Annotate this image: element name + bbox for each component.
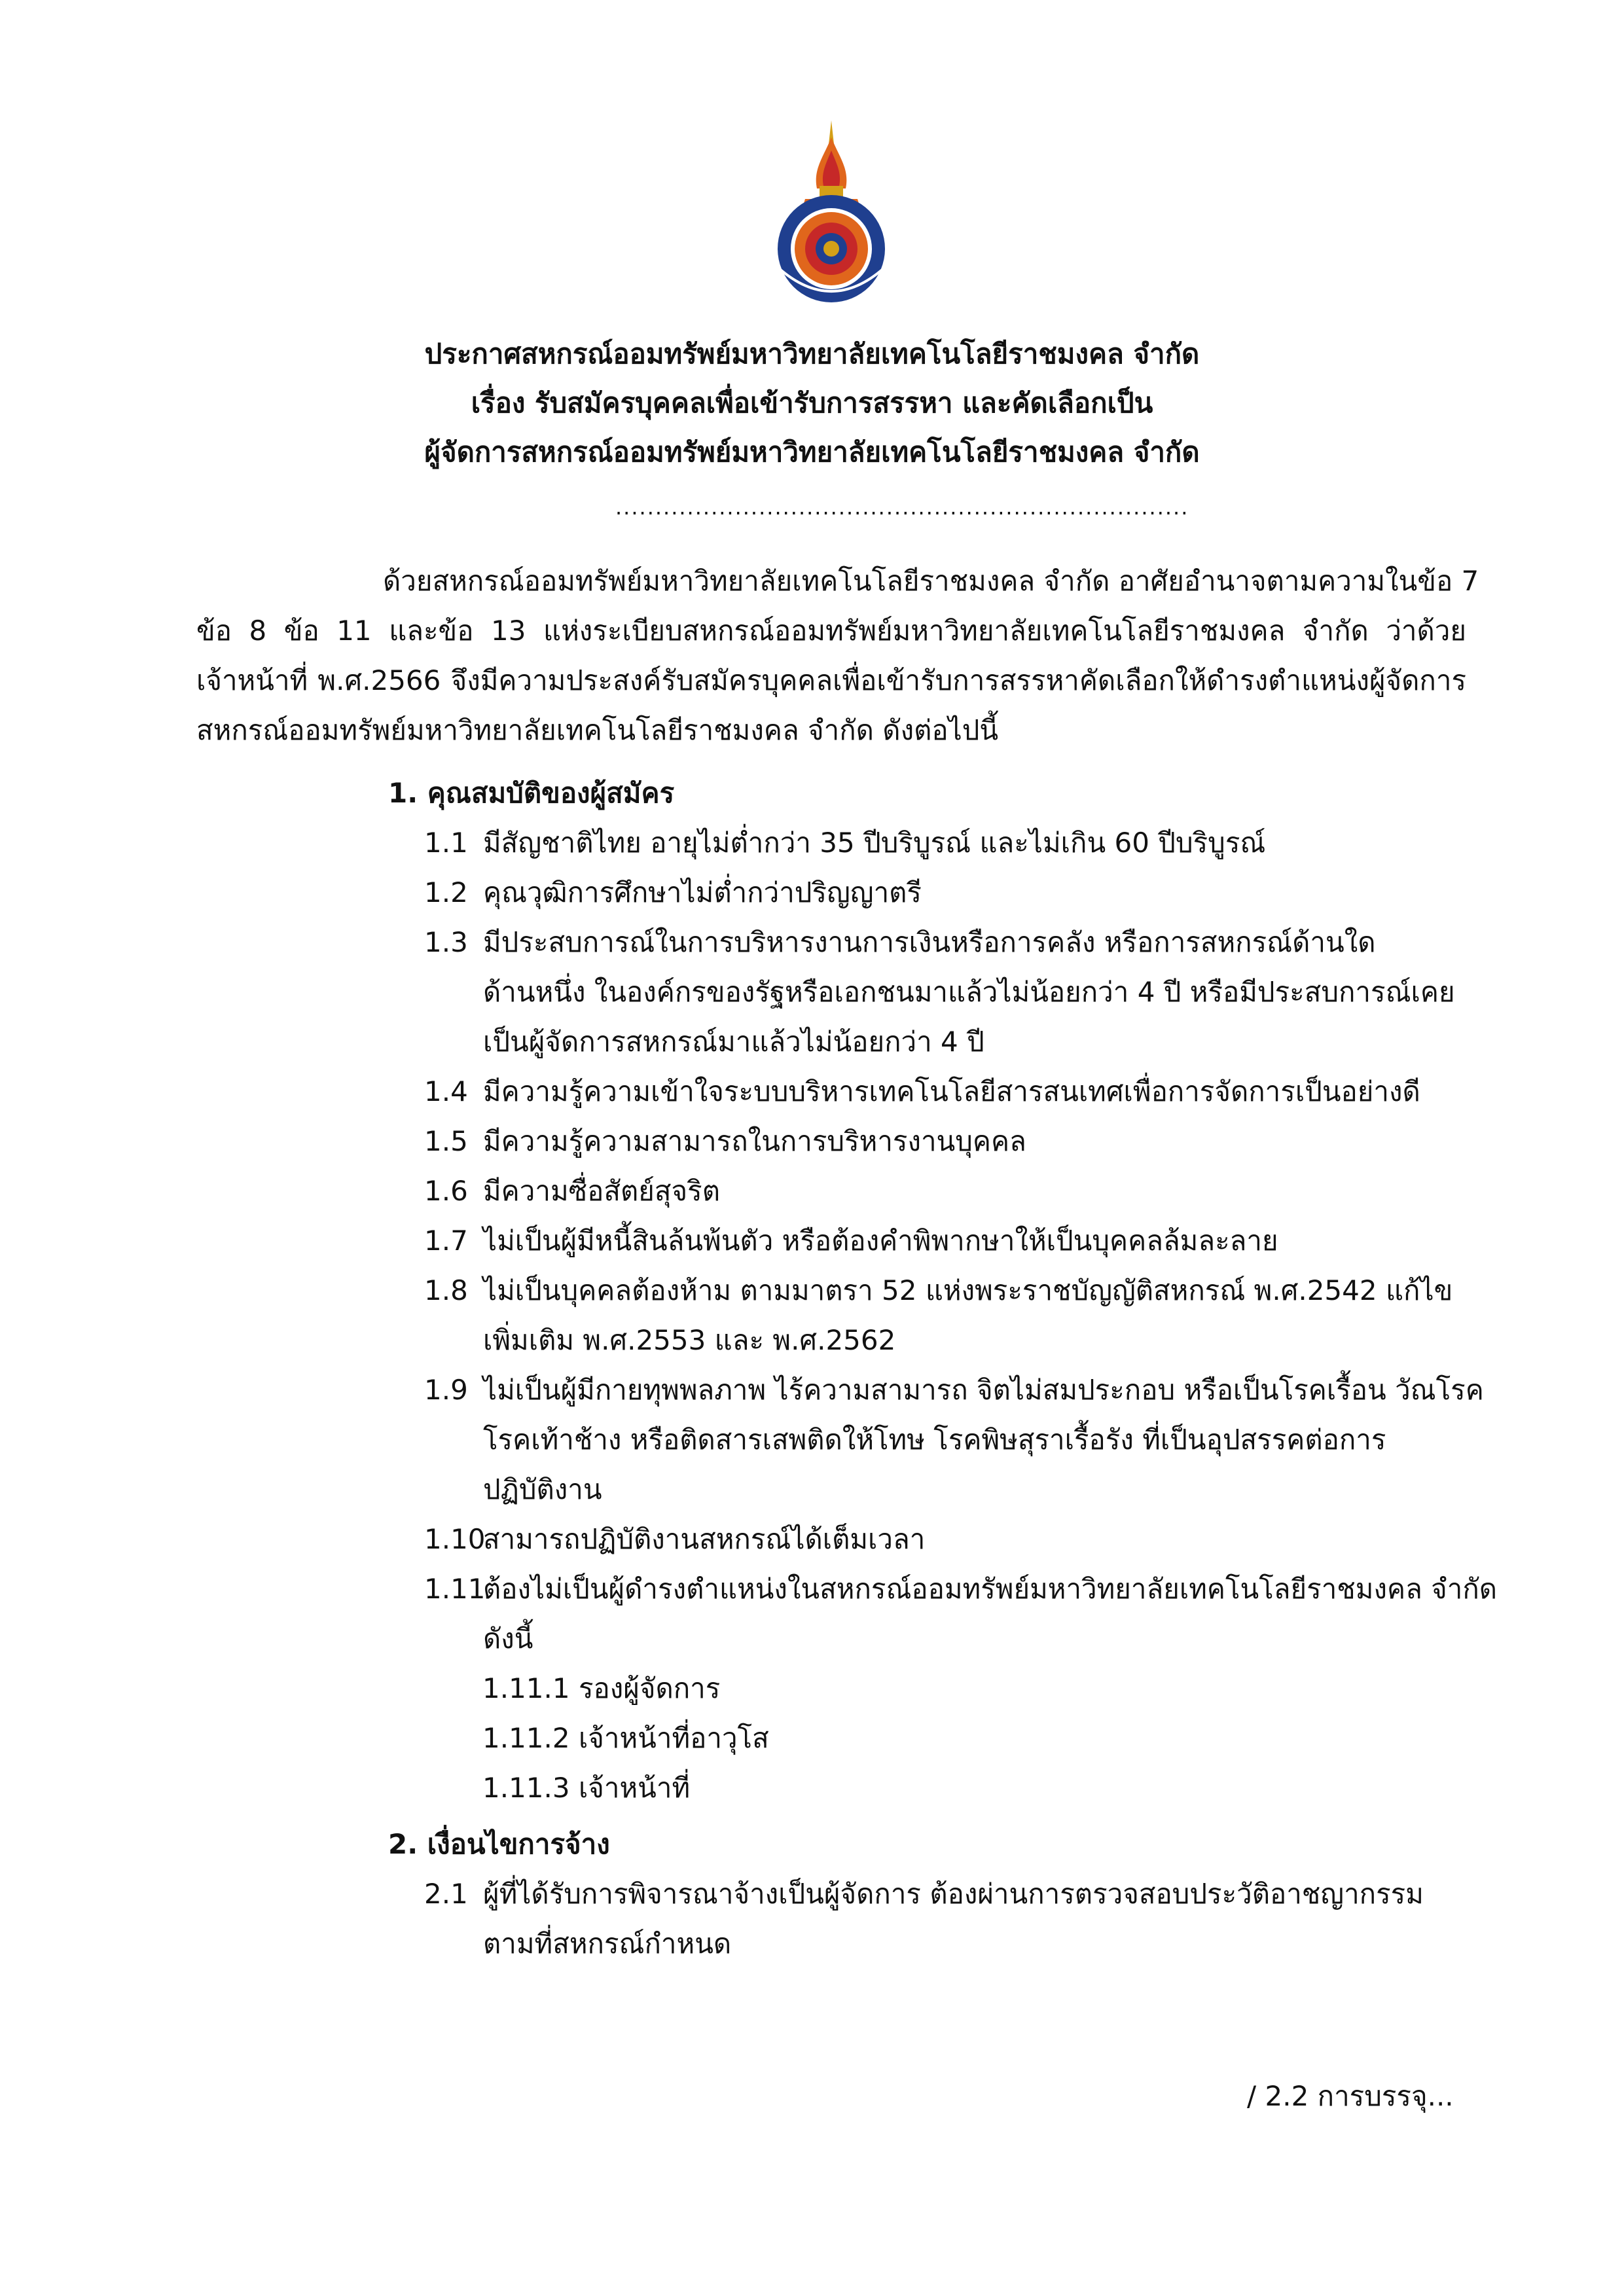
item-text: สามารถปฏิบัติงานสหกรณ์ได้เต็มเวลา: [483, 1523, 926, 1555]
item-text: เพิ่มเติม พ.ศ.2553 และ พ.ศ.2562: [483, 1324, 896, 1356]
item-number: 1.6: [424, 1175, 468, 1207]
item-number: 1.5: [424, 1125, 468, 1157]
list-item: [424, 1117, 1471, 1166]
section-1-heading: 1. คุณสมบัติของผู้สมัคร: [388, 777, 675, 809]
item-text: ตามที่สหกรณ์กำหนด: [483, 1928, 732, 1960]
item-text: โรคเท้าช้าง หรือติดสารเสพติดให้โทษ โรคพิษสุราเรื้อรัง ที่เป็นอุปสรรคต่อการ: [483, 1424, 1386, 1456]
title-line-1: ประกาศสหกรณ์ออมทรัพย์มหาวิทยาลัยเทคโนโลยีราชมงคล จำกัด: [424, 338, 1200, 370]
intro-line: เจ้าหน้าที่ พ.ศ.2566 จึงมีความประสงค์รับสมัครบุคคลเพื่อเข้ารับการสรรหาคัดเลือกให้ดำรงตำแหน่งผู้จัดการ: [196, 664, 1466, 696]
item-text: มีความรู้ความสามารถในการบริหารงานบุคคล: [483, 1125, 1026, 1157]
item-number: 1.8: [424, 1274, 468, 1306]
section-2-heading: 2. เงื่อนไขการจ้าง: [388, 1828, 610, 1860]
sub-list-item: 1.11.3 เจ้าหน้าที่: [482, 1772, 691, 1804]
item-text: มีความซื่อสัตย์สุจริต: [483, 1175, 720, 1207]
list-item: [424, 1266, 1471, 1365]
item-number: 1.9: [424, 1374, 468, 1406]
list-item: [424, 1564, 1498, 1664]
list-item: [424, 1067, 1471, 1117]
item-text: ปฏิบัติงาน: [483, 1473, 602, 1505]
item-number: 1.2: [424, 876, 468, 908]
title-separator: ........................................................................: [615, 495, 1189, 520]
item-text: มีประสบการณ์ในการบริหารงานการเงินหรือการคลัง หรือการสหกรณ์ด้านใด: [483, 926, 1376, 958]
item-number: 1.1: [424, 827, 468, 859]
intro-line: สหกรณ์ออมทรัพย์มหาวิทยาลัยเทคโนโลยีราชมงคล จำกัด ดังต่อไปนี้: [196, 714, 999, 746]
list-item: [424, 918, 1471, 1067]
list-item: [424, 1166, 1471, 1216]
sub-list-item: 1.11.2 เจ้าหน้าที่อาวุโส: [482, 1722, 769, 1754]
list-item: [424, 868, 1471, 918]
list-item: [424, 1515, 1471, 1564]
intro-paragraph: [196, 556, 1479, 755]
item-text: เป็นผู้จัดการสหกรณ์มาแล้วไม่น้อยกว่า 4 ปี: [483, 1026, 984, 1058]
item-text: ผู้ที่ได้รับการพิจารณาจ้างเป็นผู้จัดการ ต้องผ่านการตรวจสอบประวัติอาชญากรรม: [483, 1878, 1424, 1910]
item-text: ไม่เป็นผู้มีหนี้สินล้นพ้นตัว หรือต้องคำพิพากษาให้เป็นบุคคลล้มละลาย: [483, 1225, 1278, 1257]
item-text: ไม่เป็นบุคคลต้องห้าม ตามมาตรา 52 แห่งพระราชบัญญัติสหกรณ์ พ.ศ.2542 แก้ไข: [483, 1274, 1453, 1306]
continuation-note: / 2.2 การบรรจุ...: [1247, 2080, 1454, 2112]
item-text: ดังนี้: [483, 1623, 533, 1655]
item-number: 1.10: [424, 1523, 486, 1555]
item-text: คุณวุฒิการศึกษาไม่ต่ำกว่าปริญญาตรี: [483, 876, 922, 908]
announcement-title: [0, 329, 1624, 476]
item-text: มีสัญชาติไทย อายุไม่ต่ำกว่า 35 ปีบริบูรณ์ และไม่เกิน 60 ปีบริบูรณ์: [483, 827, 1266, 859]
sub-list-item: 1.11.1 รองผู้จัดการ: [482, 1672, 721, 1704]
list-item: [424, 818, 1471, 868]
item-number: 1.7: [424, 1225, 468, 1257]
item-number: 1.11: [424, 1573, 486, 1605]
list-item: [424, 1365, 1484, 1515]
university-seal-icon: [766, 118, 897, 308]
intro-line: ข้อ 8 ข้อ 11 และข้อ 13 แห่งระเบียบสหกรณ์ออมทรัพย์มหาวิทยาลัยเทคโนโลยีราชมงคล จำกัด ว่าด้วย: [196, 615, 1466, 647]
item-text: มีความรู้ความเข้าใจระบบบริหารเทคโนโลยีสารสนเทศเพื่อการจัดการเป็นอย่างดี: [483, 1075, 1420, 1107]
intro-line: ด้วยสหกรณ์ออมทรัพย์มหาวิทยาลัยเทคโนโลยีราชมงคล จำกัด อาศัยอำนาจตามความในข้อ 7: [383, 565, 1479, 597]
item-number: 2.1: [424, 1878, 468, 1910]
item-text: ด้านหนึ่ง ในองค์กรของรัฐหรือเอกชนมาแล้วไม่น้อยกว่า 4 ปี หรือมีประสบการณ์เคย: [483, 976, 1455, 1008]
title-line-3: ผู้จัดการสหกรณ์ออมทรัพย์มหาวิทยาลัยเทคโนโลยีราชมงคล จำกัด: [424, 436, 1200, 468]
list-item: [424, 1869, 1471, 1969]
item-number: 1.4: [424, 1075, 468, 1107]
item-number: 1.3: [424, 926, 468, 958]
item-text: ไม่เป็นผู้มีกายทุพพลภาพ ไร้ความสามารถ จิตไม่สมประกอบ หรือเป็นโรคเรื้อน วัณโรค: [483, 1374, 1484, 1406]
list-item: [424, 1216, 1471, 1266]
title-line-2: เรื่อง รับสมัครบุคคลเพื่อเข้ารับการสรรหา และคัดเลือกเป็น: [471, 387, 1153, 419]
item-text: ต้องไม่เป็นผู้ดำรงตำแหน่งในสหกรณ์ออมทรัพย์มหาวิทยาลัยเทคโนโลยีราชมงคล จำกัด: [483, 1573, 1498, 1605]
